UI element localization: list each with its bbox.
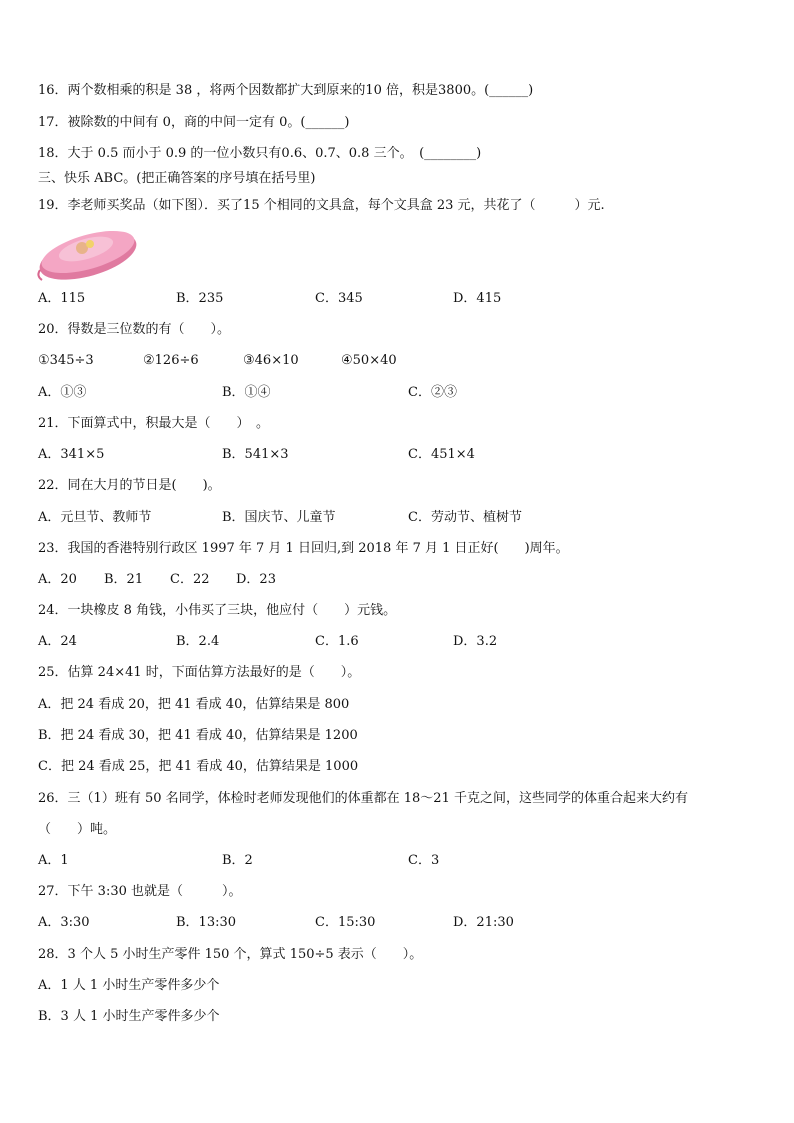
q19-option-d: D．415: [453, 291, 502, 306]
q25-option-b: B．把 24 看成 30，把 41 看成 40，估算结果是 1200: [38, 728, 358, 743]
q25-option-c: C．把 24 看成 25，把 41 看成 40，估算结果是 1000: [38, 759, 359, 774]
question-22: 22．同在大月的节日是( )。: [38, 478, 221, 493]
q27-option-b: B．13:30: [176, 915, 237, 930]
question-16: 16．两个数相乘的积是 38 ，将两个因数都扩大到原来的10 倍，积是3800。(______): [38, 83, 534, 98]
q21-option-a: A．341×5: [38, 447, 105, 462]
q20-item-3: ③46×10: [243, 353, 299, 368]
question-18: 18．大于 0.5 而小于 0.9 的一位小数只有0.6、0.7、0.8 三个。 (________): [38, 146, 482, 161]
q27-option-a: A．3:30: [38, 915, 90, 930]
q24-option-a: A．24: [38, 634, 77, 649]
question-26-continued: （ ）吨。: [38, 822, 117, 837]
question-17: 17．被除数的中间有 0，商的中间一定有 0。(______): [38, 115, 350, 130]
q27-option-d: D．21:30: [453, 915, 514, 930]
q20-option-b: B．①④: [222, 385, 271, 400]
q24-option-d: D．3.2: [453, 634, 498, 649]
pencil-case-image: [36, 222, 140, 284]
q22-option-b: B．国庆节、儿童节: [222, 510, 336, 525]
q19-option-c: C．345: [315, 291, 363, 306]
q20-item-1: ①345÷3: [38, 353, 94, 368]
question-28: 28．3 个人 5 小时生产零件 150 个，算式 150÷5 表示（ ）。: [38, 947, 423, 962]
question-19: 19．李老师买奖品（如下图）．买了15 个相同的文具盒，每个文具盒 23 元，共花了（ ）元.: [38, 198, 605, 213]
q23-option-d: D．23: [236, 572, 276, 587]
q20-item-4: ④50×40: [341, 353, 397, 368]
q26-option-a: A．1: [38, 853, 69, 868]
q21-option-c: C．451×4: [408, 447, 475, 462]
q28-option-a: A．1 人 1 小时生产零件多少个: [38, 978, 220, 993]
question-26: 26．三（1）班有 50 名同学，体检时老师发现他们的体重都在 18～21 千克之间，这些同学的体重合起来大约有: [38, 791, 688, 806]
q27-option-c: C．15:30: [315, 915, 376, 930]
question-24: 24．一块橡皮 8 角钱，小伟买了三块，他应付（ ）元钱。: [38, 603, 397, 618]
q24-option-b: B．2.4: [176, 634, 220, 649]
question-25: 25．估算 24×41 时，下面估算方法最好的是（ ）。: [38, 665, 361, 680]
q23-option-c: C．22: [170, 572, 210, 587]
q26-option-b: B．2: [222, 853, 253, 868]
q19-option-a: A．115: [38, 291, 86, 306]
q20-option-a: A．①③: [38, 385, 87, 400]
q26-option-c: C．3: [408, 853, 440, 868]
q20-item-2: ②126÷6: [143, 353, 199, 368]
q22-option-c: C．劳动节、植树节: [408, 510, 522, 525]
question-23: 23．我国的香港特别行政区 1997 年 7 月 1 日回归,到 2018 年 7 月 1 日正好( )周年。: [38, 541, 569, 556]
q23-option-a: A．20: [38, 572, 77, 587]
question-20: 20．得数是三位数的有（ ）。: [38, 322, 231, 337]
q22-option-a: A．元旦节、教师节: [38, 510, 152, 525]
section-three-heading: 三、快乐 ABC。(把正确答案的序号填在括号里): [38, 171, 316, 186]
q20-option-c: C．②③: [408, 385, 457, 400]
q24-option-c: C．1.6: [315, 634, 359, 649]
question-27: 27．下午 3:30 也就是（ ）。: [38, 884, 242, 899]
q28-option-b: B．3 人 1 小时生产零件多少个: [38, 1009, 220, 1024]
q21-option-b: B．541×3: [222, 447, 289, 462]
q19-option-b: B．235: [176, 291, 224, 306]
q23-option-b: B．21: [104, 572, 144, 587]
q25-option-a: A．把 24 看成 20，把 41 看成 40，估算结果是 800: [38, 697, 350, 712]
question-21: 21．下面算式中，积最大是（ ） 。: [38, 416, 270, 431]
